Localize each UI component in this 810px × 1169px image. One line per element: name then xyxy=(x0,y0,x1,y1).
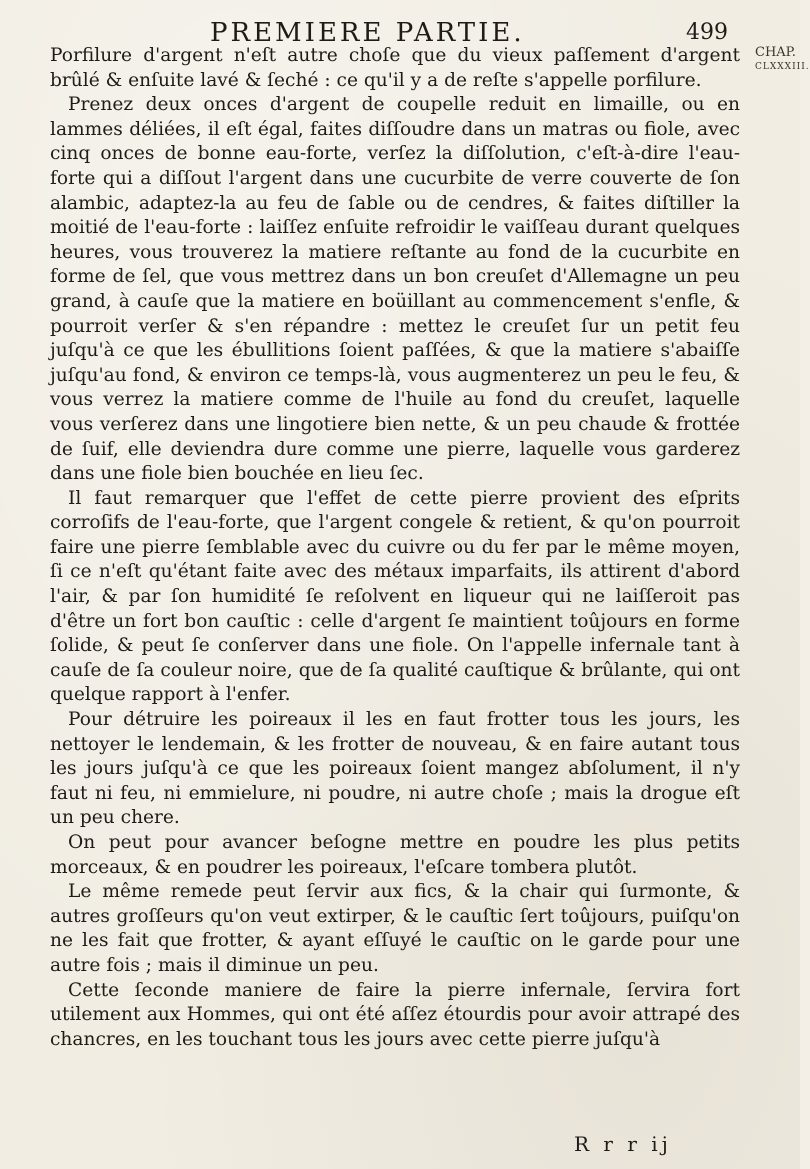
body-text xyxy=(50,44,740,1052)
paragraph: Porfilure d'argent n'eſt autre choſe que du vieux paſſement d'argent brûlé & enſuite lavé & ſeché : ce qu'il y a de reſte s'appelle porfilure. xyxy=(50,45,740,91)
paragraph: On peut pour avancer beſogne mettre en poudre les plus petits morceaux, & en poudrer les poireaux, l'eſcare tombera plutôt. xyxy=(50,832,740,878)
signature-mark: R r r ij xyxy=(574,1132,672,1156)
chapter-label: CHAP. xyxy=(755,45,796,60)
chapter-number: CLXXXIII. xyxy=(755,62,810,72)
paragraph: Le même remede peut ſervir aux fics, & la chair qui ſurmonte, & autres groſſeurs qu'on veut extirper, & le cauſtic ſert toûjours, puiſqu'on ne les fait que frotter, & ayant eſſuyé le cauſtic on le garde pour une autre fois ; mais il diminue un peu. xyxy=(50,881,740,976)
chapter-margin-note xyxy=(755,45,810,74)
paragraph: Pour détruire les poireaux il les en faut frotter tous les jours, les nettoyer le lendemain, & les frotter de nouveau, & en faire autant tous les jours juſqu'à ce que les poireaux ſoient mangez abſolument, il n'y faut ni feu, ni emmielure, ni poudre, ni autre choſe ; mais la drogue eſt un peu chere. xyxy=(50,709,740,829)
paragraph: Il faut remarquer que l'effet de cette pierre provient des eſprits corroſifs de l'eau-forte, que l'argent congele & retient, & qu'on pourroit faire une pierre ſemblable avec du cuivre ou du fer par le même moyen, ſi ce n'eſt qu'étant faite avec des métaux imparfaits, ils attirent d'abord l'air, & par ſon humidité ſe reſolvent en liqueur qui ne laiſſeroit pas d'être un fort bon cauſtic : celle d'argent ſe maintient toûjours en forme ſolide, & peut ſe conſerver dans une fiole. On l'appelle infernale tant à cauſe de ſa couleur noire, que de ſa qualité cauſtique & brûlante, qui ont quelque rapport à l'enfer. xyxy=(50,487,740,706)
page-number: 499 xyxy=(686,20,728,45)
paragraph: Prenez deux onces d'argent de coupelle reduit en limaille, ou en lammes déliées, il eſt égal, faites diſſoudre dans un matras ou fiole, avec cinq onces de bonne eau-forte, verſez la diſſolution, c'eſt-à-dire l'eau-forte qui a diſſout l'argent dans une cucurbite de verre couverte de ſon alambic, adaptez-la au feu de ſable ou de cendres, & faites diſtiller la moitié de l'eau-forte : laiſſez enſuite refroidir le vaiſſeau durant quelques heures, vous trouverez la matiere reſtante au fond de la cucurbite en forme de ſel, que vous mettrez dans un bon creuſet d'Allemagne un peu grand, à cauſe que la matiere en boüillant au commencement s'enfle, & pourroit verſer & s'en répandre : mettez le creuſet ſur un petit feu juſqu'à ce que les ébullitions ſoient paſſées, & que la matiere s'abaiſſe juſqu'au fond, & environ ce temps-là, vous augmenterez un peu le feu, & vous verrez la matiere comme de l'huile au fond du creuſet, laquelle vous verſerez dans une lingotiere bien nette, & un peu chaude & frottée de ſuif, elle deviendra dure comme une pierre, laquelle vous garderez dans une fiole bien bouchée en lieu ſec. xyxy=(50,94,740,485)
running-title: PREMIERE PARTIE. xyxy=(210,18,525,48)
paragraph: Cette ſeconde maniere de faire la pierre infernale, ſervira fort utilement aux Hommes, qui ont été aſſez étourdis pour avoir attrapé des chancres, en les touchant tous les jours avec cette pierre juſqu'à xyxy=(50,979,740,1050)
